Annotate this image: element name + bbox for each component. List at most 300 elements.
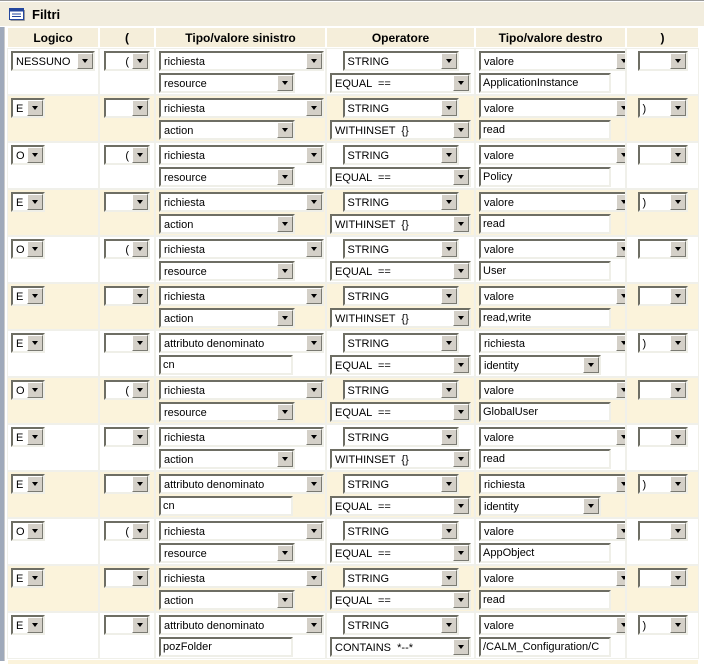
operator-select[interactable]	[330, 590, 471, 610]
operator-select[interactable]	[330, 308, 471, 328]
dropdown-arrow-button[interactable]	[306, 288, 322, 304]
left-value-select-value: resource	[164, 172, 207, 184]
dropdown-arrow-button[interactable]	[453, 216, 469, 232]
dropdown-arrow-button[interactable]	[441, 429, 457, 445]
filter-row	[8, 237, 698, 282]
open-paren-select[interactable]	[104, 333, 150, 353]
table-cell	[100, 96, 154, 141]
dropdown-arrow-button[interactable]	[441, 194, 457, 210]
logico-select[interactable]	[11, 51, 95, 71]
dropdown-arrow-button[interactable]	[27, 523, 43, 539]
column-header-open-paren: (	[100, 28, 154, 47]
dropdown-arrow-button[interactable]	[277, 216, 293, 232]
right-type-select[interactable]	[479, 427, 634, 447]
dropdown-arrow-button[interactable]	[277, 404, 293, 420]
logico-select-value: E	[16, 291, 24, 303]
right-value-input[interactable]	[479, 308, 611, 328]
dropdown-arrow-button[interactable]	[453, 357, 469, 373]
operator-select[interactable]	[330, 496, 471, 516]
logico-select-value: E	[16, 620, 24, 632]
close-paren-select[interactable]	[638, 239, 688, 259]
right-type-select[interactable]	[479, 51, 634, 71]
chevron-down-icon	[32, 576, 38, 580]
left-value-select[interactable]	[159, 167, 295, 187]
right-type-select[interactable]	[479, 333, 634, 353]
operator-type-select[interactable]	[343, 568, 459, 588]
dropdown-arrow-button[interactable]	[441, 335, 457, 351]
table-cell	[8, 378, 98, 423]
dropdown-arrow-button[interactable]	[441, 382, 457, 398]
dropdown-arrow-button[interactable]	[670, 476, 686, 492]
operator-select[interactable]	[330, 355, 471, 375]
right-value-input[interactable]	[479, 543, 611, 563]
dropdown-arrow-button[interactable]	[453, 592, 469, 608]
left-value-select[interactable]	[159, 261, 295, 281]
open-paren-select[interactable]	[104, 615, 150, 635]
left-value-select[interactable]	[159, 402, 295, 422]
table-cell	[476, 425, 625, 470]
table-cell	[100, 284, 154, 329]
operator-select[interactable]	[330, 214, 471, 234]
operator-select[interactable]	[330, 167, 471, 187]
dropdown-arrow-button[interactable]	[306, 147, 322, 163]
left-type-select[interactable]	[159, 474, 324, 494]
close-paren-select-value	[640, 147, 670, 163]
right-value-input[interactable]	[479, 214, 611, 234]
logico-select[interactable]	[11, 615, 45, 635]
right-type-select[interactable]	[479, 145, 634, 165]
dropdown-arrow-button[interactable]	[77, 53, 93, 69]
chevron-down-icon	[137, 247, 143, 251]
close-paren-select[interactable]	[638, 286, 688, 306]
left-value-select[interactable]	[159, 73, 295, 93]
chevron-down-icon	[311, 482, 317, 486]
logico-select[interactable]	[11, 380, 45, 400]
operator-type-select-value: STRING	[347, 150, 390, 162]
dropdown-arrow-button[interactable]	[670, 617, 686, 633]
right-value-input[interactable]	[479, 637, 611, 657]
dropdown-arrow-button[interactable]	[132, 617, 148, 633]
chevron-down-icon	[32, 106, 38, 110]
operator-type-select[interactable]	[343, 427, 459, 447]
operator-select-value: EQUAL ==	[335, 595, 391, 607]
dropdown-arrow-button[interactable]	[277, 75, 293, 91]
dropdown-arrow-button[interactable]	[670, 53, 686, 69]
dropdown-arrow-button[interactable]	[27, 288, 43, 304]
left-type-select[interactable]	[159, 521, 324, 541]
dropdown-arrow-button[interactable]	[306, 53, 322, 69]
dropdown-arrow-button[interactable]	[453, 451, 469, 467]
chevron-down-icon	[137, 529, 143, 533]
close-paren-select[interactable]	[638, 427, 688, 447]
table-cell	[100, 519, 154, 564]
dropdown-arrow-button[interactable]	[453, 498, 469, 514]
table-cell	[627, 566, 698, 611]
left-type-select[interactable]	[159, 615, 324, 635]
right-type-select[interactable]	[479, 474, 634, 494]
logico-select[interactable]	[11, 98, 45, 118]
open-paren-select[interactable]	[104, 286, 150, 306]
table-cell	[8, 143, 98, 188]
dropdown-arrow-button[interactable]	[306, 617, 322, 633]
open-paren-select[interactable]	[104, 568, 150, 588]
filter-row	[8, 519, 698, 564]
left-value-input[interactable]	[159, 496, 293, 516]
dropdown-arrow-button[interactable]	[132, 53, 148, 69]
operator-select[interactable]	[330, 261, 471, 281]
left-type-select[interactable]	[159, 98, 324, 118]
dropdown-arrow-button[interactable]	[583, 357, 599, 373]
logico-select[interactable]	[11, 145, 45, 165]
dropdown-arrow-button[interactable]	[453, 263, 469, 279]
chevron-down-icon	[675, 247, 681, 251]
left-value-select[interactable]	[159, 449, 295, 469]
dropdown-arrow-button[interactable]	[441, 241, 457, 257]
operator-type-select[interactable]	[343, 380, 459, 400]
left-type-select[interactable]	[159, 192, 324, 212]
open-paren-select[interactable]	[104, 474, 150, 494]
table-cell	[100, 331, 154, 376]
close-paren-select-value	[640, 53, 670, 69]
operator-type-select[interactable]	[343, 192, 459, 212]
dropdown-arrow-button[interactable]	[132, 288, 148, 304]
chevron-down-icon	[311, 529, 317, 533]
chevron-down-icon	[675, 59, 681, 63]
table-cell	[156, 49, 325, 94]
open-paren-select[interactable]	[104, 192, 150, 212]
right-value-input[interactable]	[479, 590, 611, 610]
right-value-input[interactable]	[479, 120, 611, 140]
table-cell	[476, 519, 625, 564]
close-paren-select-value	[640, 241, 670, 257]
chevron-down-icon	[458, 175, 464, 179]
operator-select[interactable]	[330, 73, 471, 93]
chevron-down-icon	[446, 200, 452, 204]
right-type-select-value: valore	[484, 244, 514, 256]
right-type-select[interactable]	[479, 239, 634, 259]
dropdown-arrow-button[interactable]	[453, 545, 469, 561]
close-paren-select-value	[640, 570, 670, 586]
dropdown-arrow-button[interactable]	[670, 288, 686, 304]
dropdown-arrow-button[interactable]	[132, 100, 148, 116]
dropdown-arrow-button[interactable]	[441, 288, 457, 304]
dropdown-arrow-button[interactable]	[441, 147, 457, 163]
right-value-select[interactable]	[479, 355, 601, 375]
dropdown-arrow-button[interactable]	[132, 429, 148, 445]
logico-select[interactable]	[11, 333, 45, 353]
chevron-down-icon	[282, 598, 288, 602]
right-value-input[interactable]	[479, 167, 611, 187]
dropdown-arrow-button[interactable]	[441, 570, 457, 586]
filter-row	[8, 378, 698, 423]
right-type-select[interactable]	[479, 615, 634, 635]
left-value-select[interactable]	[159, 590, 295, 610]
open-paren-select[interactable]	[104, 239, 150, 259]
left-type-select[interactable]	[159, 145, 324, 165]
dropdown-arrow-button[interactable]	[27, 241, 43, 257]
dropdown-arrow-button[interactable]	[277, 122, 293, 138]
operator-type-select[interactable]	[343, 474, 459, 494]
chevron-down-icon	[32, 623, 38, 627]
dropdown-arrow-button[interactable]	[132, 335, 148, 351]
operator-type-select[interactable]	[343, 615, 459, 635]
logico-select-value: E	[16, 573, 24, 585]
dropdown-arrow-button[interactable]	[277, 310, 293, 326]
operator-type-select-value: STRING	[347, 432, 390, 444]
open-paren-select[interactable]	[104, 380, 150, 400]
table-cell	[8, 49, 98, 94]
operator-type-select[interactable]	[343, 521, 459, 541]
open-paren-select-value	[106, 194, 132, 210]
dropdown-arrow-button[interactable]	[306, 194, 322, 210]
close-paren-select[interactable]	[638, 521, 688, 541]
chevron-down-icon	[588, 363, 594, 367]
logico-select[interactable]	[11, 521, 45, 541]
operator-type-select[interactable]	[343, 145, 459, 165]
dropdown-arrow-button[interactable]	[670, 147, 686, 163]
dropdown-arrow-button[interactable]	[441, 523, 457, 539]
logico-select[interactable]	[11, 286, 45, 306]
logico-select-value: O	[16, 150, 25, 162]
right-type-select-value: richiesta	[484, 338, 525, 350]
left-value-select[interactable]	[159, 308, 295, 328]
table-cell	[156, 566, 325, 611]
left-type-select[interactable]	[159, 380, 324, 400]
close-paren-select[interactable]	[638, 474, 688, 494]
dropdown-arrow-button[interactable]	[306, 570, 322, 586]
dropdown-arrow-button[interactable]	[306, 100, 322, 116]
close-paren-select[interactable]	[638, 615, 688, 635]
close-paren-select[interactable]	[638, 568, 688, 588]
left-type-select[interactable]	[159, 239, 324, 259]
left-type-select-value: richiesta	[164, 291, 205, 303]
table-cell	[156, 519, 325, 564]
close-paren-select[interactable]	[638, 333, 688, 353]
right-type-select[interactable]	[479, 192, 634, 212]
dropdown-arrow-button[interactable]	[27, 429, 43, 445]
table-cell	[327, 566, 474, 611]
table-cell	[627, 613, 698, 658]
logico-select-value: E	[16, 197, 24, 209]
logico-select[interactable]	[11, 568, 45, 588]
operator-select-value: WITHINSET {}	[335, 125, 409, 137]
operator-select[interactable]	[330, 449, 471, 469]
table-cell	[8, 284, 98, 329]
right-type-select-value: valore	[484, 526, 514, 538]
dropdown-arrow-button[interactable]	[441, 100, 457, 116]
operator-type-select-value: STRING	[347, 479, 390, 491]
logico-select[interactable]	[11, 427, 45, 447]
close-paren-select[interactable]	[638, 192, 688, 212]
operator-type-select[interactable]	[343, 286, 459, 306]
open-paren-select[interactable]	[104, 98, 150, 118]
table-cell	[627, 378, 698, 423]
dropdown-arrow-button[interactable]	[277, 592, 293, 608]
right-value-input[interactable]	[479, 449, 611, 469]
dropdown-arrow-button[interactable]	[277, 545, 293, 561]
table-cell	[8, 613, 98, 658]
right-type-select-value: valore	[484, 197, 514, 209]
dropdown-arrow-button[interactable]	[441, 617, 457, 633]
operator-type-select-value: STRING	[347, 291, 390, 303]
table-cell	[627, 49, 698, 94]
dropdown-arrow-button[interactable]	[670, 523, 686, 539]
dropdown-arrow-button[interactable]	[670, 335, 686, 351]
dropdown-arrow-button[interactable]	[453, 75, 469, 91]
open-paren-select-value	[106, 617, 132, 633]
dropdown-arrow-button[interactable]	[441, 476, 457, 492]
dropdown-arrow-button[interactable]	[306, 382, 322, 398]
left-value-select[interactable]	[159, 120, 295, 140]
close-paren-select[interactable]	[638, 51, 688, 71]
close-paren-select[interactable]	[638, 145, 688, 165]
chevron-down-icon	[458, 269, 464, 273]
dropdown-arrow-button[interactable]	[306, 429, 322, 445]
open-paren-select[interactable]	[104, 51, 150, 71]
dropdown-arrow-button[interactable]	[132, 241, 148, 257]
left-type-select[interactable]	[159, 427, 324, 447]
dropdown-arrow-button[interactable]	[670, 100, 686, 116]
operator-select[interactable]	[330, 402, 471, 422]
dropdown-arrow-button[interactable]	[132, 147, 148, 163]
dropdown-arrow-button[interactable]	[670, 382, 686, 398]
dropdown-arrow-button[interactable]	[670, 429, 686, 445]
chevron-down-icon	[311, 153, 317, 157]
table-cell	[627, 190, 698, 235]
right-value-input[interactable]	[479, 261, 611, 281]
right-value-select-value: identity	[484, 360, 519, 372]
logico-select[interactable]	[11, 192, 45, 212]
dropdown-arrow-button[interactable]	[277, 451, 293, 467]
dropdown-arrow-button[interactable]	[453, 639, 469, 655]
dropdown-arrow-button[interactable]	[132, 476, 148, 492]
table-cell	[156, 237, 325, 282]
logico-select[interactable]	[11, 239, 45, 259]
operator-type-select[interactable]	[343, 239, 459, 259]
close-paren-select-value: )	[642, 338, 647, 350]
right-value-input[interactable]	[479, 402, 611, 422]
open-paren-select[interactable]	[104, 145, 150, 165]
close-paren-select-value	[640, 382, 670, 398]
right-value-input[interactable]	[479, 73, 611, 93]
open-paren-select-value: (	[125, 526, 129, 538]
dropdown-arrow-button[interactable]	[27, 100, 43, 116]
left-type-select-value: richiesta	[164, 56, 205, 68]
table-cell	[476, 566, 625, 611]
open-paren-select[interactable]	[104, 521, 150, 541]
right-type-select[interactable]	[479, 98, 634, 118]
close-paren-select[interactable]	[638, 98, 688, 118]
dropdown-arrow-button[interactable]	[277, 169, 293, 185]
dropdown-arrow-button[interactable]	[27, 147, 43, 163]
operator-type-select[interactable]	[343, 51, 459, 71]
dropdown-arrow-button[interactable]	[132, 570, 148, 586]
dropdown-arrow-button[interactable]	[27, 335, 43, 351]
dropdown-arrow-button[interactable]	[670, 241, 686, 257]
left-value-select[interactable]	[159, 543, 295, 563]
dropdown-arrow-button[interactable]	[306, 476, 322, 492]
left-type-select[interactable]	[159, 51, 324, 71]
dropdown-arrow-button[interactable]	[453, 404, 469, 420]
table-cell	[327, 49, 474, 94]
filter-row	[8, 425, 698, 470]
operator-type-select[interactable]	[343, 333, 459, 353]
right-type-select[interactable]	[479, 286, 634, 306]
dropdown-arrow-button[interactable]	[27, 570, 43, 586]
dropdown-arrow-button[interactable]	[306, 241, 322, 257]
dropdown-arrow-button[interactable]	[27, 476, 43, 492]
table-cell	[8, 519, 98, 564]
right-value-select[interactable]	[479, 496, 601, 516]
operator-type-select[interactable]	[343, 98, 459, 118]
chevron-down-icon	[458, 222, 464, 226]
left-value-select-value: resource	[164, 78, 207, 90]
dropdown-arrow-button[interactable]	[441, 53, 457, 69]
dropdown-arrow-button[interactable]	[453, 122, 469, 138]
panel-titlebar	[0, 2, 704, 27]
filter-row	[8, 49, 698, 94]
dropdown-arrow-button[interactable]	[670, 570, 686, 586]
table-cell	[627, 96, 698, 141]
open-paren-select-value: (	[125, 244, 129, 256]
chevron-down-icon	[282, 457, 288, 461]
dropdown-arrow-button[interactable]	[132, 523, 148, 539]
chevron-down-icon	[137, 482, 143, 486]
right-type-select[interactable]	[479, 380, 634, 400]
dropdown-arrow-button[interactable]	[670, 194, 686, 210]
left-value-select[interactable]	[159, 214, 295, 234]
operator-select[interactable]	[330, 120, 471, 140]
operator-type-select-value: STRING	[347, 338, 390, 350]
chevron-down-icon	[32, 153, 38, 157]
logico-select[interactable]	[11, 474, 45, 494]
open-paren-select-value: (	[125, 56, 129, 68]
chevron-down-icon	[32, 482, 38, 486]
operator-select[interactable]	[330, 543, 471, 563]
dropdown-arrow-button[interactable]	[27, 382, 43, 398]
dropdown-arrow-button[interactable]	[27, 617, 43, 633]
left-value-input[interactable]	[159, 637, 293, 657]
dropdown-arrow-button[interactable]	[27, 194, 43, 210]
close-paren-select[interactable]	[638, 380, 688, 400]
left-type-select[interactable]	[159, 333, 324, 353]
left-value-select-value: action	[164, 125, 194, 137]
dropdown-arrow-button[interactable]	[306, 523, 322, 539]
left-value-input[interactable]	[159, 355, 293, 375]
operator-select[interactable]	[330, 637, 471, 657]
dropdown-arrow-button[interactable]	[277, 263, 293, 279]
filter-row	[8, 613, 698, 658]
dropdown-arrow-button[interactable]	[306, 335, 322, 351]
dropdown-arrow-button[interactable]	[132, 382, 148, 398]
dropdown-arrow-button[interactable]	[453, 310, 469, 326]
table-rows	[8, 49, 698, 658]
open-paren-select[interactable]	[104, 427, 150, 447]
logico-select-value: E	[16, 432, 24, 444]
right-type-select[interactable]	[479, 521, 634, 541]
dropdown-arrow-button[interactable]	[132, 194, 148, 210]
chevron-down-icon	[311, 294, 317, 298]
operator-select-value: WITHINSET {}	[335, 219, 409, 231]
dropdown-arrow-button[interactable]	[453, 169, 469, 185]
left-type-select[interactable]	[159, 286, 324, 306]
right-type-select-value: valore	[484, 573, 514, 585]
right-type-select[interactable]	[479, 568, 634, 588]
dropdown-arrow-button[interactable]	[583, 498, 599, 514]
left-type-select-value: richiesta	[164, 244, 205, 256]
chevron-down-icon	[137, 388, 143, 392]
left-type-select[interactable]	[159, 568, 324, 588]
